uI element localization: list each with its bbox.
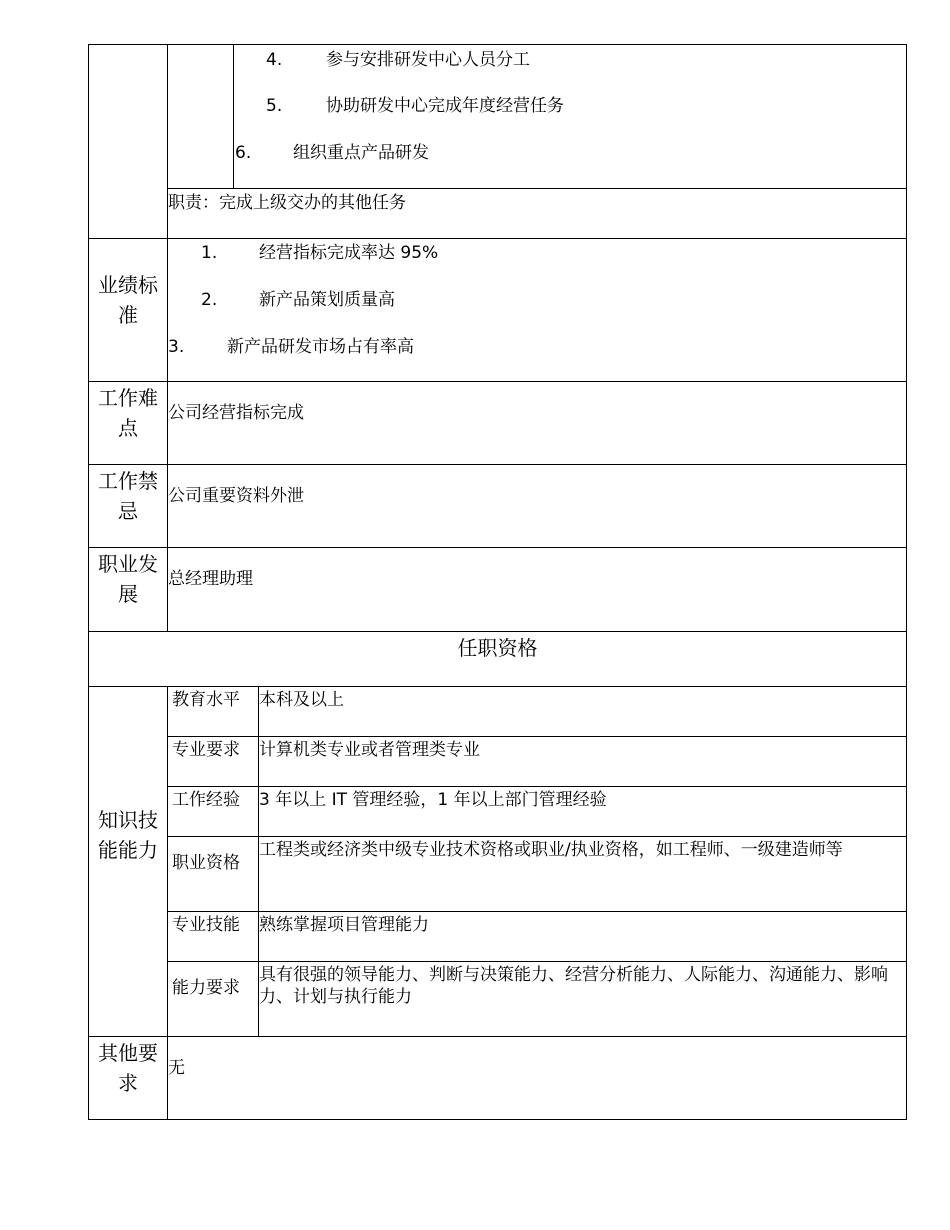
row-line-knowledge <box>88 686 907 687</box>
performance-text-1: 经营指标完成率达 95% <box>259 243 439 263</box>
row-line-difficulty <box>88 381 907 382</box>
qualification-title: 任职资格 <box>457 636 538 660</box>
knowledge-key-ability: 能力要求 <box>172 978 240 998</box>
row-line-taboo <box>88 464 907 465</box>
knowledge-row-line-4 <box>167 911 907 912</box>
knowledge-row-line-5 <box>167 961 907 962</box>
duty-other: 职责：完成上级交办的其他任务 <box>168 193 406 213</box>
duties-inner-divider <box>233 44 234 188</box>
performance-text-2: 新产品策划质量高 <box>259 290 395 310</box>
other-req-label: 其他要求 <box>98 1041 158 1095</box>
knowledge-row-line-2 <box>167 786 907 787</box>
knowledge-value-skill: 熟练掌握项目管理能力 <box>259 915 429 935</box>
duty-num-4: 4. <box>266 50 283 70</box>
difficulty-value: 公司经营指标完成 <box>168 403 304 423</box>
taboo-label: 工作禁忌 <box>98 469 158 523</box>
row-line-duties-other <box>167 188 907 189</box>
table-border-top <box>88 44 907 45</box>
knowledge-key-experience: 工作经验 <box>172 790 240 810</box>
career-label: 职业发展 <box>98 552 158 606</box>
other-req-value: 无 <box>168 1058 185 1078</box>
duty-text-5: 协助研发中心完成年度经营任务 <box>326 96 564 116</box>
performance-text-3: 新产品研发市场占有率高 <box>227 337 414 357</box>
duty-text-4: 参与安排研发中心人员分工 <box>326 50 530 70</box>
knowledge-value-major: 计算机类专业或者管理类专业 <box>259 740 480 760</box>
duty-text-6: 组织重点产品研发 <box>293 143 429 163</box>
knowledge-row-line-3 <box>167 836 907 837</box>
duty-num-6: 6. <box>235 143 252 163</box>
label-column-divider-lower <box>167 686 168 1120</box>
knowledge-value-education: 本科及以上 <box>259 690 344 710</box>
career-value: 总经理助理 <box>168 569 253 589</box>
performance-num-1: 1. <box>201 243 218 263</box>
knowledge-value-ability: 具有很强的领导能力、判断与决策能力、经营分析能力、人际能力、沟通能力、影响力、计划与执行能力 <box>259 965 888 1007</box>
knowledge-key-major: 专业要求 <box>172 740 240 760</box>
difficulty-label: 工作难点 <box>98 386 158 440</box>
table-border-left <box>88 44 89 1120</box>
knowledge-value-experience: 3 年以上 IT 管理经验，1 年以上部门管理经验 <box>259 790 607 810</box>
performance-label: 业绩标准 <box>98 273 158 327</box>
knowledge-row-line-1 <box>167 736 907 737</box>
performance-num-2: 2. <box>201 290 218 310</box>
performance-num-3: 3. <box>168 337 185 357</box>
row-line-performance <box>88 238 907 239</box>
knowledge-key-education: 教育水平 <box>172 690 240 710</box>
row-line-career <box>88 547 907 548</box>
knowledge-key-certification: 职业资格 <box>172 853 240 873</box>
table-border-bottom <box>88 1119 907 1120</box>
knowledge-value-certification: 工程类或经济类中级专业技术资格或职业/执业资格，如工程师、一级建造师等 <box>259 840 843 860</box>
table-border-right <box>906 44 907 1120</box>
duty-num-5: 5. <box>266 96 283 116</box>
knowledge-label: 知识技能能力 <box>98 808 158 862</box>
knowledge-key-skill: 专业技能 <box>172 915 240 935</box>
row-line-qualification <box>88 631 907 632</box>
taboo-value: 公司重要资料外泄 <box>168 486 304 506</box>
row-line-other <box>88 1036 907 1037</box>
